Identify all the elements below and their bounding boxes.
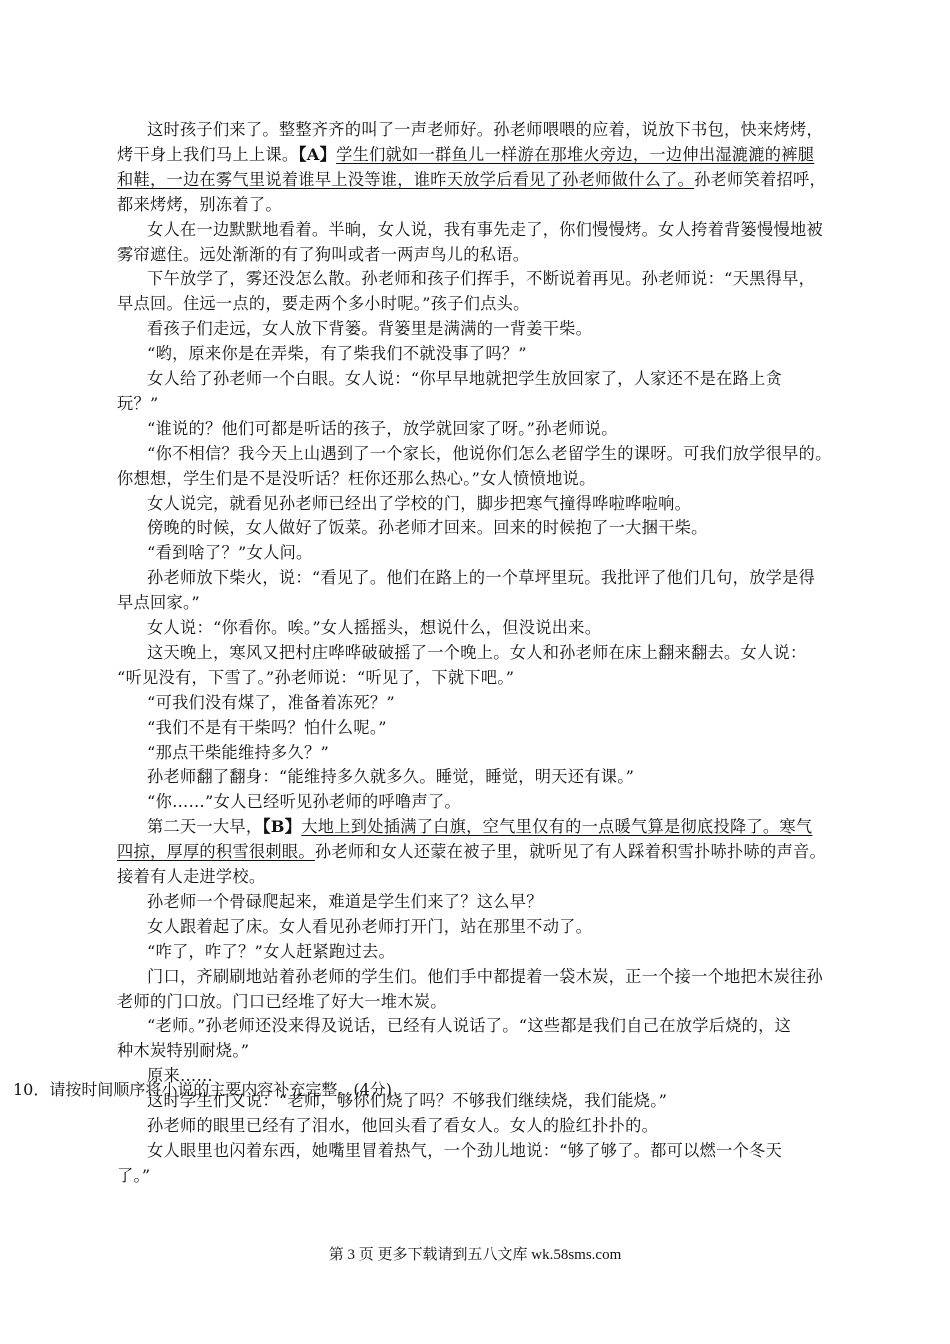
text-run: “你……”女人已经听见孙老师的呼噜声了。 [147, 792, 461, 812]
text-run: “看到啥了？”女人问。 [147, 543, 313, 563]
text-run: 接着有人走进学校。 [117, 867, 266, 886]
text-line [117, 591, 200, 615]
question-10: 10．请按时间顺序将小说的主要内容补充完整。(4分) [13, 1080, 393, 1099]
text-line [147, 1014, 791, 1038]
text-line [147, 790, 461, 814]
text-line [147, 492, 691, 516]
text-run: 孙老师翻了翻身：“能维持多久就多久。睡觉，睡觉，明天还有课。” [147, 767, 635, 787]
text-line [117, 193, 282, 217]
text-line [147, 890, 543, 914]
text-run: 孙老师一个骨碌爬起来，难道是学生们来了？这么早？ [147, 891, 543, 911]
text-run: “你不相信？我今天上山遇到了一个家长，他说你们怎么老留学生的课呀。可我们放学很早的。 [147, 443, 832, 463]
page-footer: 第 3 页 更多下载请到五八文库 wk.58sms.com [328, 1247, 622, 1263]
text-run: 孙老师和女人还蒙在被子里，就听见了有人踩着积雪扑哧扑哧的声音。 [314, 842, 826, 862]
text-run: 女人在一边默默地看着。半晌，女人说，我有事先走了，你们慢慢烤。女人挎着背篓慢慢地被 [147, 219, 823, 239]
text-run: 了。” [117, 1165, 151, 1185]
section-marker: 【A】 [298, 144, 337, 164]
text-line [117, 1164, 150, 1188]
text-run: 种木炭特别耐烧。” [117, 1041, 250, 1061]
text-line [147, 741, 329, 765]
text-run: 你想想，学生们是不是没听话？枉你还那么热心。”女人愤愤地说。 [117, 468, 596, 488]
text-line [117, 143, 814, 167]
text-run: 看孩子们走远，女人放下背篓。背篓里是满满的一背姜干柴。 [147, 319, 593, 339]
text-line [147, 1114, 658, 1138]
text-run: 傍晚的时候，女人做好了饭菜。孙老师才回来。回来的时候抱了一大捆干柴。 [147, 518, 708, 538]
text-run: “可我们没有煤了，准备着冻死？” [147, 692, 395, 712]
text-line [147, 765, 634, 789]
text-line [147, 342, 527, 366]
text-line [147, 442, 832, 466]
text-run: 孙老师笑着招呼， [694, 169, 826, 189]
text-line [117, 865, 265, 889]
text-run: 这天晚上，寒风又把村庄哗哗破破摇了一个晚上。女人和孙老师在床上翻来翻去。女人说： [147, 642, 807, 662]
underlined-text: 和鞋，一边在雾气里说着谁早上没等谁，谁昨天放学后看见了孙老师做什么了。 [117, 169, 695, 189]
text-run: “哟，原来你是在弄柴，有了柴我们不就没事了吗？” [147, 344, 527, 364]
text-run: 这时学生们又说：“老师，够你们烧了吗？不够我们继续烧，我们能烧。” [147, 1091, 668, 1111]
text-run: 第二天一大早， [147, 817, 263, 837]
text-run: 女人眼里也闪着东西，她嘴里冒着热气，一个劲儿地说：“够了够了。都可以燃一个冬天 [147, 1140, 783, 1160]
underlined-text: 大地上到处插满了白旗，空气里仅有的一点暖气算是彻底投降了。寒气 [301, 817, 813, 837]
text-run: “那点干柴能维持多久？” [147, 742, 330, 762]
text-line [117, 1039, 249, 1063]
text-line [147, 691, 395, 715]
text-run: 孙老师的眼里已经有了泪水，他回头看了看女人。女人的脸红扑扑的。 [147, 1116, 659, 1135]
text-run: 孙老师放下柴火，说：“看见了。他们在路上的一个草坪里玩。我批评了他们几句，放学是得 [147, 568, 816, 588]
text-run: 老师的门口放。门口已经堆了好大一堆木炭。 [117, 991, 447, 1011]
text-line [147, 915, 592, 939]
text-run: 女人说：“你看你。唉。”女人摇摇头，想说什么，但没说出来。 [147, 618, 602, 637]
text-run: “老师。”孙老师还没来得及说话，已经有人说话了。“这些都是我们自己在放学后烧的，这 [147, 1016, 792, 1036]
text-line [147, 716, 387, 740]
text-line [147, 417, 618, 441]
text-line [147, 815, 812, 839]
text-run: “我们不是有干柴吗？怕什么呢。” [147, 717, 387, 737]
underlined-text: 四掠，厚厚的积雪很刺眼。 [117, 842, 315, 862]
text-run: 都来烤烤，别冻着了。 [117, 194, 282, 214]
text-line [147, 218, 823, 242]
text-line [147, 541, 313, 565]
text-run: “谁说的？他们可都是听话的孩子，放学就回家了呀。”孙老师说。 [147, 418, 618, 438]
text-line [117, 243, 529, 267]
text-run: 女人给了孙老师一个白眼。女人说：“你早早地就把学生放回家了，人家还不是在路上贪 [147, 369, 783, 388]
text-line [147, 516, 708, 540]
text-line [147, 940, 395, 964]
text-line [117, 990, 447, 1014]
text-run: 雾帘遮住。远处渐渐的有了狗叫或者一两声鸟儿的私语。 [117, 244, 530, 264]
text-run: 女人跟着起了床。女人看见孙老师打开门，站在那里不动了。 [147, 916, 593, 936]
text-line [117, 666, 514, 690]
text-run: 门口，齐刷刷地站着孙老师的学生们。他们手中都提着一袋木炭，正一个接一个地把木炭往孙 [147, 966, 823, 986]
text-run: 下午放学了，雾还没怎么散。孙老师和孩子们挥手，不断说着再见。孙老师说：“天黑得早， [147, 269, 816, 289]
text-line [147, 641, 807, 665]
text-run: 女人说完，就看见孙老师已经出了学校的门，脚步把寒气撞得哗啦哗啦响。 [147, 493, 692, 513]
text-line [147, 317, 592, 341]
text-run: 原来…… [147, 1066, 213, 1086]
text-line [147, 118, 823, 142]
section-marker: 【B】 [262, 817, 302, 837]
text-line [147, 566, 815, 590]
text-run: “听见没有，下雪了。”孙老师说：“听见了，下就下吧。” [117, 667, 515, 687]
text-line [117, 392, 159, 416]
text-run: 这时孩子们来了。整整齐齐的叫了一声老师好。孙老师喂喂的应着，说放下书包，快来烤烤， [147, 120, 823, 139]
text-line [147, 616, 601, 640]
text-line [117, 292, 530, 316]
text-line [147, 965, 823, 989]
text-run: “咋了，咋了？”女人赶紧跑过去。 [147, 941, 395, 961]
text-run: 烤干身上我们马上上课。 [117, 144, 299, 164]
text-line [117, 168, 826, 192]
text-run: 早点回。住远一点的，要走两个多小时呢。”孩子们点头。 [117, 294, 530, 314]
text-line [117, 467, 596, 491]
text-line [117, 840, 826, 864]
text-line [147, 1139, 782, 1163]
text-line [147, 267, 815, 291]
text-run: 早点回家。” [117, 593, 200, 613]
text-line [147, 367, 782, 391]
text-run: 玩？” [117, 393, 159, 413]
underlined-text: 学生们就如一群鱼儿一样游在那堆火旁边，一边伸出湿漉漉的裤腿 [336, 144, 815, 164]
